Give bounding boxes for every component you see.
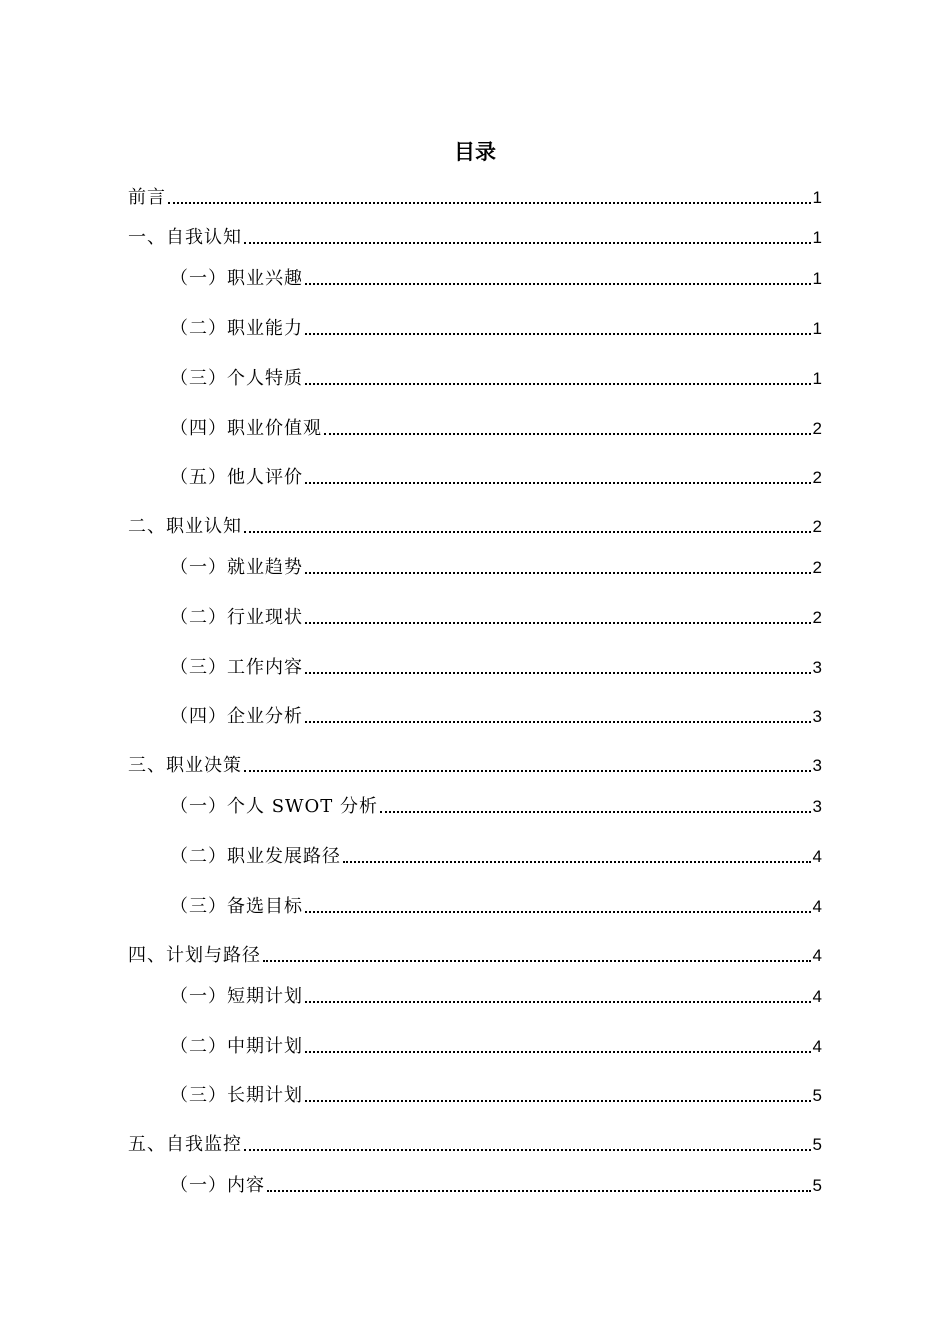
toc-page-number: 3 (812, 707, 822, 726)
toc-dot-leader (305, 383, 811, 385)
toc-entry[interactable] (170, 416, 822, 442)
toc-dot-leader (305, 283, 811, 285)
toc-entry-text: （三）工作内容 (170, 657, 303, 678)
toc-entry[interactable] (128, 943, 822, 969)
toc-entry[interactable] (170, 266, 822, 292)
toc-dot-leader (263, 960, 811, 962)
toc-entry[interactable] (170, 1083, 822, 1109)
toc-dot-leader (305, 333, 811, 335)
toc-dot-leader (305, 482, 811, 484)
toc-entry-text: （一）就业趋势 (170, 557, 303, 578)
toc-dot-leader (244, 1149, 811, 1151)
toc-page-number: 1 (812, 269, 822, 288)
toc-entry[interactable] (170, 984, 822, 1010)
toc-dot-leader (305, 672, 811, 674)
toc-entry[interactable] (170, 844, 822, 870)
toc-entry[interactable] (170, 555, 822, 581)
toc-page-number: 5 (812, 1135, 822, 1154)
toc-dot-leader (324, 433, 811, 435)
toc-entry[interactable] (128, 185, 822, 211)
toc-entry-text: （五）他人评价 (170, 467, 303, 488)
toc-entry[interactable] (170, 794, 822, 820)
toc-dot-leader (244, 242, 811, 244)
toc-page-number: 2 (812, 608, 822, 627)
toc-entry-text: 前言 (128, 187, 166, 208)
toc-page-number: 3 (812, 658, 822, 677)
toc-entry[interactable] (170, 894, 822, 920)
toc-dot-leader (305, 572, 811, 574)
toc-entry[interactable] (170, 366, 822, 392)
toc-title: 目录 (454, 140, 496, 164)
toc-entry[interactable] (170, 1034, 822, 1060)
toc-entry[interactable] (128, 753, 822, 779)
toc-entry-text: （二）中期计划 (170, 1036, 303, 1057)
toc-entry[interactable] (170, 655, 822, 681)
toc-dot-leader (380, 811, 810, 813)
toc-entry-text: 二、职业认知 (128, 516, 242, 537)
toc-page-number: 4 (812, 987, 822, 1006)
toc-entry-text: （四）职业价值观 (170, 418, 322, 439)
toc-entry[interactable] (128, 225, 822, 251)
toc-dot-leader (244, 770, 811, 772)
toc-entry[interactable] (170, 704, 822, 730)
toc-entry[interactable] (128, 1132, 822, 1158)
toc-entry-text: 三、职业决策 (128, 755, 242, 776)
toc-entry[interactable] (170, 316, 822, 342)
toc-entry-text: 五、自我监控 (128, 1134, 242, 1155)
toc-entry-text: （一）个人 SWOT 分析 (170, 796, 379, 817)
toc-page-number: 3 (812, 797, 822, 816)
toc-dot-leader (267, 1190, 811, 1192)
toc-page-number: 2 (812, 517, 822, 536)
toc-dot-leader (305, 721, 811, 723)
toc-page-number: 5 (812, 1176, 822, 1195)
toc-page-number: 5 (812, 1086, 822, 1105)
toc-page-number: 4 (812, 847, 822, 866)
toc-entry-text: （一）内容 (170, 1175, 265, 1196)
toc-entry[interactable] (170, 605, 822, 631)
toc-page-number: 2 (812, 558, 822, 577)
toc-entry-text: （二）行业现状 (170, 607, 303, 628)
toc-dot-leader (305, 1100, 811, 1102)
toc-dot-leader (168, 202, 811, 204)
toc-entry-text: 四、计划与路径 (128, 945, 261, 966)
toc-entry-text: （一）职业兴趣 (170, 268, 303, 289)
toc-page-number: 1 (812, 228, 822, 247)
toc-entry-text: （四）企业分析 (170, 706, 303, 727)
toc-page-number: 4 (812, 1037, 822, 1056)
toc-page-number: 1 (812, 319, 822, 338)
toc-page-number: 2 (812, 468, 822, 487)
toc-page-number: 3 (812, 756, 822, 775)
toc-dot-leader (244, 531, 811, 533)
toc-dot-leader (305, 911, 811, 913)
toc-page-number: 2 (812, 419, 822, 438)
toc-entry-text: （三）长期计划 (170, 1085, 303, 1106)
toc-page-number: 1 (812, 369, 822, 388)
toc-entry[interactable] (170, 1173, 822, 1199)
toc-dot-leader (343, 861, 811, 863)
toc-entry-text: （三）备选目标 (170, 896, 303, 917)
toc-entry-text: （二）职业发展路径 (170, 846, 341, 867)
toc-page-number: 4 (812, 897, 822, 916)
toc-dot-leader (305, 1001, 811, 1003)
toc-page-number: 1 (812, 188, 822, 207)
toc-entry-text: 一、自我认知 (128, 227, 242, 248)
toc-dot-leader (305, 622, 811, 624)
toc-entry[interactable] (128, 514, 822, 540)
toc-dot-leader (305, 1051, 811, 1053)
toc-entry-text: （三）个人特质 (170, 368, 303, 389)
toc-entry-text: （二）职业能力 (170, 318, 303, 339)
toc-page-number: 4 (812, 946, 822, 965)
toc-entry-text: （一）短期计划 (170, 986, 303, 1007)
toc-entry[interactable] (170, 465, 822, 491)
